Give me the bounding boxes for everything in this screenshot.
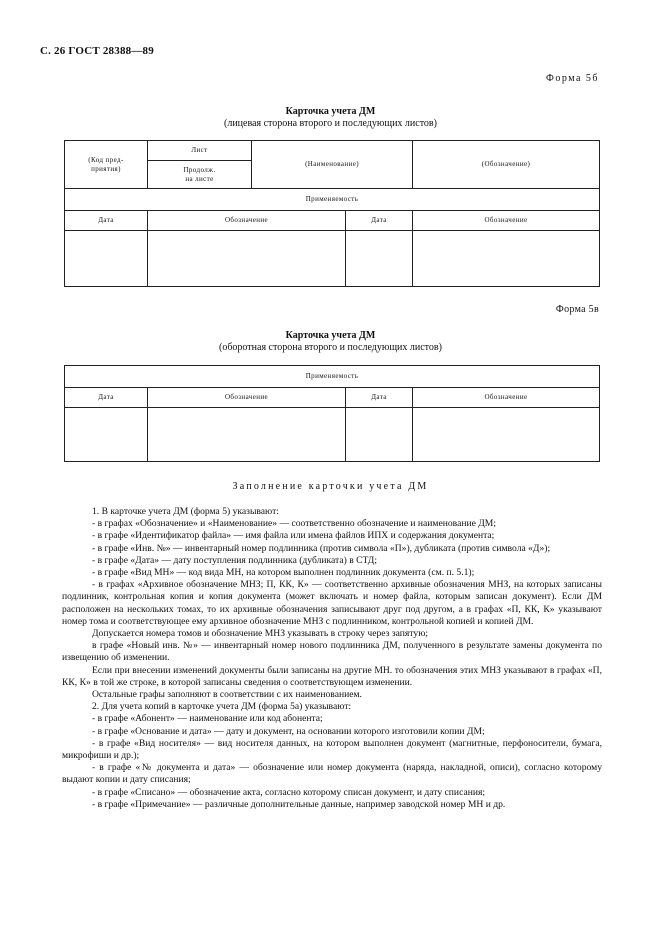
form-5v-subtitle: (оборотная сторона второго и последующих листов) — [219, 342, 442, 353]
cell-enterprise-code: (Код пред- приятия) — [65, 141, 148, 189]
form-5v-table — [64, 365, 600, 462]
cell-empty — [65, 231, 148, 287]
form-5b-applicability-table — [64, 188, 600, 287]
cell-name: (Наименование) — [252, 141, 413, 189]
paragraph: 2. Для учета копий в карточке учета ДМ (форма 5а) указывают: — [92, 701, 352, 713]
paragraph: - в графах «Обозначение» и «Наименование» — соответственно обозначение и наименование ДМ; — [92, 518, 497, 530]
cell-date-1: Дата — [65, 388, 148, 408]
cell-designation-2: Обозначение — [413, 211, 600, 231]
cell-designation-2: Обозначение — [413, 388, 600, 408]
section-title: Заполнение карточки учета ДМ — [232, 481, 429, 492]
cell-sheet: Лист — [148, 141, 252, 161]
paragraph: 1. В карточке учета ДМ (форма 5) указывают: — [92, 506, 279, 517]
cell-designation-1: Обозначение — [148, 388, 346, 408]
cell-empty — [413, 408, 600, 462]
form-5v-label: Форма 5в — [555, 304, 599, 315]
page-header: С. 26 ГОСТ 28388—89 — [40, 45, 154, 57]
cell-date-1: Дата — [65, 211, 148, 231]
cell-designation-1: Обозначение — [148, 211, 346, 231]
cell-empty — [346, 231, 413, 287]
paragraph: - в графе «№ документа и дата» — обозначение или номер документа (наряда, накладной, описи), согласно которому выдают копии и дату списания; — [62, 762, 602, 786]
form-5b-subtitle: (лицевая сторона второго и последующих листов) — [224, 118, 437, 129]
paragraph: Остальные графы заполняют в соответствии с их наименованием. — [92, 689, 362, 701]
paragraph: - в графе «Абонент» — наименование или код абонента; — [92, 713, 323, 725]
cell-designation: (Обозначение) — [413, 141, 600, 189]
paragraph: - в графе «Идентификатор файла» — имя файла или имена файлов ИПХ и содержания документа; — [92, 530, 495, 542]
form-5b-table — [64, 140, 600, 189]
cell-continuation: Продолж. на листе — [148, 161, 252, 189]
cell-date-2: Дата — [346, 388, 413, 408]
cell-empty — [148, 231, 346, 287]
paragraph: - в графе «Примечание» — различные дополнительные данные, например заводской номер МН и др. — [92, 798, 506, 810]
cell-date-2: Дата — [346, 211, 413, 231]
paragraph: - в графе «Вид МН» — код вида МН, на котором выполнен подлинник документа (см. п. 5.1); — [92, 567, 475, 579]
form-5b-label: Форма 5б — [545, 73, 599, 84]
form-5b-title: Карточка учета ДМ — [285, 106, 376, 117]
paragraph: Если при внесении изменений документы были записаны на другие МН. то обозначения этих МНЗ указывают в графах «П, КК, К» в той же строке, в которой записаны сведения о соответствующем изменении. — [62, 664, 602, 688]
cell-empty — [148, 408, 346, 462]
paragraph: - в графе «Основание и дата» — дату и документ, на основании которого изготовили копии ДМ; — [92, 725, 485, 737]
form-5v-title: Карточка учета ДМ — [285, 330, 376, 341]
paragraph: Допускается номера томов и обозначение МНЗ указывать в строку через запятую; — [92, 628, 429, 640]
paragraph: - в графе «Списано» — обозначение акта, согласно которому списан документ, и дату списания; — [92, 786, 486, 798]
paragraph: в графе «Новый инв. №» — инвентарный номер нового подлинника ДМ, полученного в результате замены документа по извещению об изменении. — [62, 640, 602, 664]
paragraph: - в графах «Архивное обозначение МНЗ; П, КК, К» — соответственно архивные обозначения МНЗ, на которых записаны подлинник, контрольная копия и копия документа (может включать и номер файла, которым записан документ). Если ДМ расположен на нескольких томах, то их архивные обозначения записывают друг под другом, а в графах «П, КК, К» указывают номер тома и соответствующее ему архивное обозначение МНЗ с подлинником, контрольной копией и копией ДМ. — [62, 579, 602, 627]
body-text — [62, 506, 602, 811]
paragraph: - в графе «Инв. №» — инвентарный номер подлинника (против символа «П»), дубликата (против символа «Д»); — [92, 542, 551, 554]
cell-applicability: Применяемость — [65, 189, 600, 211]
paragraph: - в графе «Вид носителя» — вид носителя данных, на котором выполнен документ (магнитные, перфоносители, бумага, микрофиши и др.); — [62, 737, 602, 762]
cell-empty — [413, 231, 600, 287]
cell-empty — [65, 408, 148, 462]
paragraph: - в графе «Дата» — дату поступления подлинника (дубликата) в СТД; — [92, 554, 378, 566]
cell-empty — [346, 408, 413, 462]
cell-applicability: Применяемость — [65, 366, 600, 388]
